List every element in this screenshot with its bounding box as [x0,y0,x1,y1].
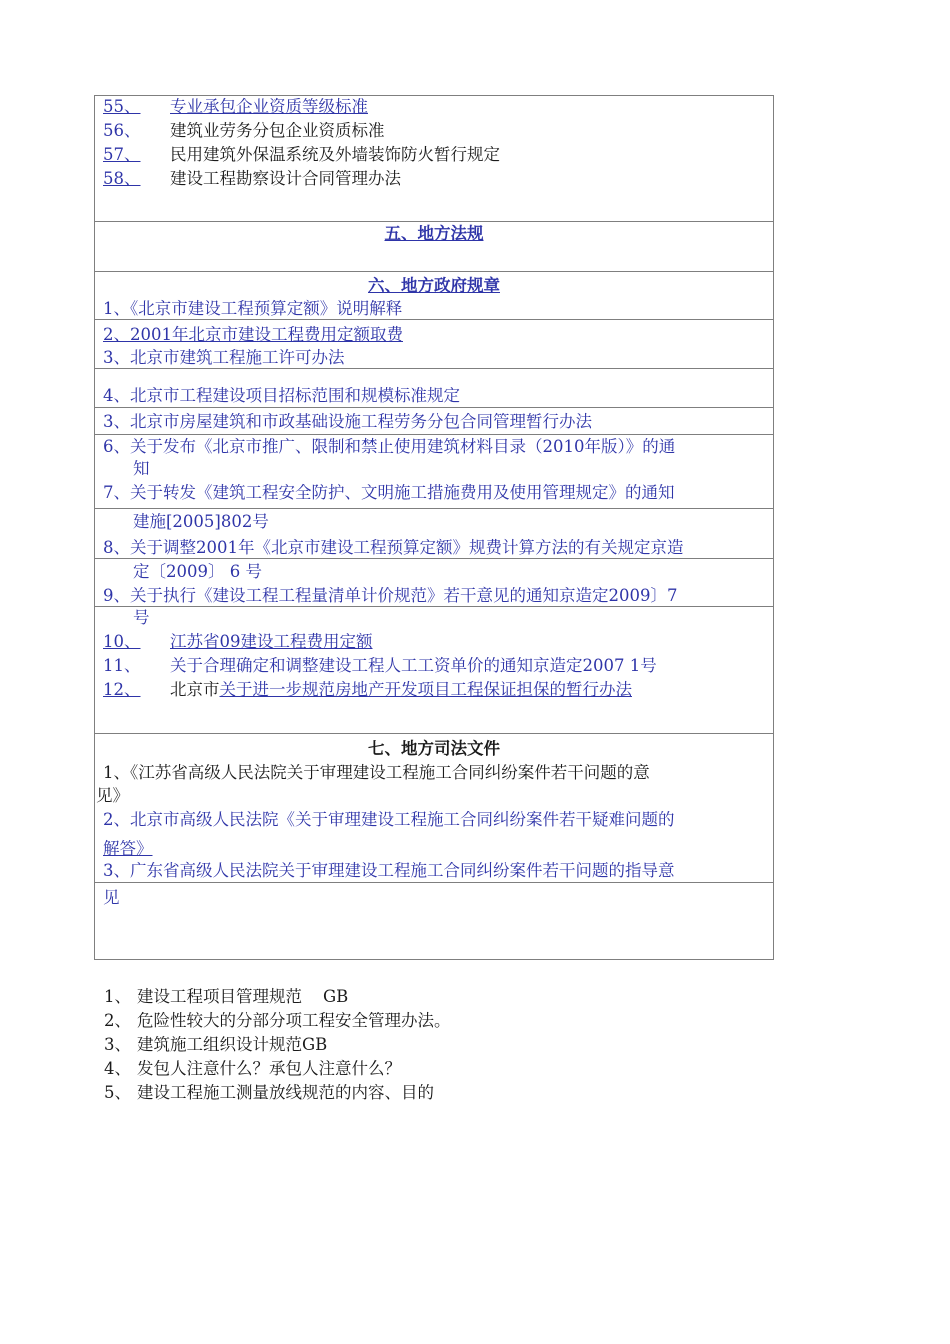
row-divider [94,606,774,607]
row-divider [94,434,774,435]
row-divider [94,558,774,559]
note-text: 建设工程项目管理规范 GB [137,987,349,1006]
note-item [104,1083,434,1103]
item-link[interactable]: 关于进一步规范房地产开发项目工程保证担保的暂行办法 [219,680,632,699]
note-text: 建设工程施工测量放线规范的内容、目的 [137,1083,434,1102]
row-divider [94,271,774,272]
note-number: 4、 [104,1059,131,1078]
list-item [103,121,385,141]
list-item[interactable]: 1、《北京市建设工程预算定额》说明解释 [103,299,403,318]
row-divider [94,319,774,320]
list-item[interactable]: 2、北京市高级人民法院《关于审理建设工程施工合同纠纷案件若干疑难问题的 [103,810,675,829]
item-link[interactable]: 专业承包企业资质等级标准 [170,97,368,116]
row-divider [94,882,774,883]
list-item-continuation[interactable]: 见 [103,888,120,907]
list-item[interactable]: 3、北京市房屋建筑和市政基础设施工程劳务分包合同管理暂行办法 [103,412,592,431]
list-item[interactable]: 6、关于发布《北京市推广、限制和禁止使用建筑材料目录（2010年版）》的通 [103,437,676,456]
list-item[interactable] [103,169,401,189]
item-text: 建设工程勘察设计合同管理办法 [170,169,401,188]
list-item[interactable]: 3、北京市建筑工程施工许可办法 [103,348,345,367]
list-item-continuation[interactable]: 解答》 [103,839,153,858]
list-item[interactable]: 3、广东省高级人民法院关于审理建设工程施工合同纠纷案件若干问题的指导意 [103,861,675,880]
item-number-link[interactable]: 57、 [103,145,141,164]
item-number: 55、 [103,97,141,116]
row-divider [94,508,774,509]
note-number: 5、 [104,1083,131,1102]
list-item[interactable]: 7、关于转发《建筑工程安全防护、文明施工措施费用及使用管理规定》的通知 [103,483,675,502]
row-divider [94,407,774,408]
list-item[interactable] [103,680,632,700]
section-heading-local-judicial: 七、地方司法文件 [368,739,500,758]
item-text: 民用建筑外保温系统及外墙装饰防火暂行规定 [170,145,500,164]
row-divider [94,221,774,222]
list-item[interactable]: 2、2001年北京市建设工程费用定额取费 [103,325,403,344]
note-text: 建筑施工组织设计规范GB [137,1035,328,1054]
note-number: 2、 [104,1011,131,1030]
note-item [104,1035,327,1055]
list-item[interactable] [103,632,373,652]
list-item[interactable]: 9、关于执行《建设工程工程量清单计价规范》若干意见的通知京造定2009〕7 [103,586,678,605]
list-item[interactable] [103,145,500,165]
item-text: 建筑业劳务分包企业资质标准 [170,121,385,140]
list-item-continuation[interactable]: 定〔2009〕 6 号 [133,562,262,581]
list-item[interactable] [103,97,368,117]
item-text: 北京市 [170,680,220,699]
note-item [104,1059,401,1079]
list-item: 1、《江苏省高级人民法院关于审理建设工程施工合同纠纷案件若干问题的意 [103,763,650,782]
list-item-continuation[interactable]: 建施[2005]802号 [133,512,269,531]
list-item[interactable]: 4、北京市工程建设项目招标范围和规模标准规定 [103,386,460,405]
item-number: 10、 [103,632,141,651]
item-number-link[interactable]: 12、 [103,680,141,699]
note-number: 1、 [104,987,131,1006]
item-number: 56、 [103,121,141,140]
list-item-continuation[interactable]: 号 [133,608,150,627]
list-item[interactable] [103,656,657,676]
note-text: 危险性较大的分部分项工程安全管理办法。 [137,1011,451,1030]
row-divider [94,368,774,369]
list-item[interactable]: 8、关于调整2001年《北京市建设工程预算定额》规费计算方法的有关规定京造 [103,538,684,557]
note-text: 发包人注意什么？承包人注意什么？ [137,1059,401,1078]
row-divider [94,733,774,734]
note-item [104,987,348,1007]
note-number: 3、 [104,1035,131,1054]
item-link[interactable]: 江苏省09建设工程费用定额 [170,632,373,651]
list-item-continuation: 见》 [96,786,129,805]
item-number: 11、 [103,656,141,675]
section-heading-local-regulations[interactable]: 五、地方法规 [384,224,484,243]
item-link[interactable]: 关于合理确定和调整建设工程人工工资单价的通知京造定2007 1号 [170,656,657,675]
list-item-continuation[interactable]: 知 [133,459,150,478]
item-number-link[interactable]: 58、 [103,169,141,188]
note-item [104,1011,451,1031]
section-heading-local-gov-rules[interactable]: 六、地方政府规章 [368,276,500,295]
